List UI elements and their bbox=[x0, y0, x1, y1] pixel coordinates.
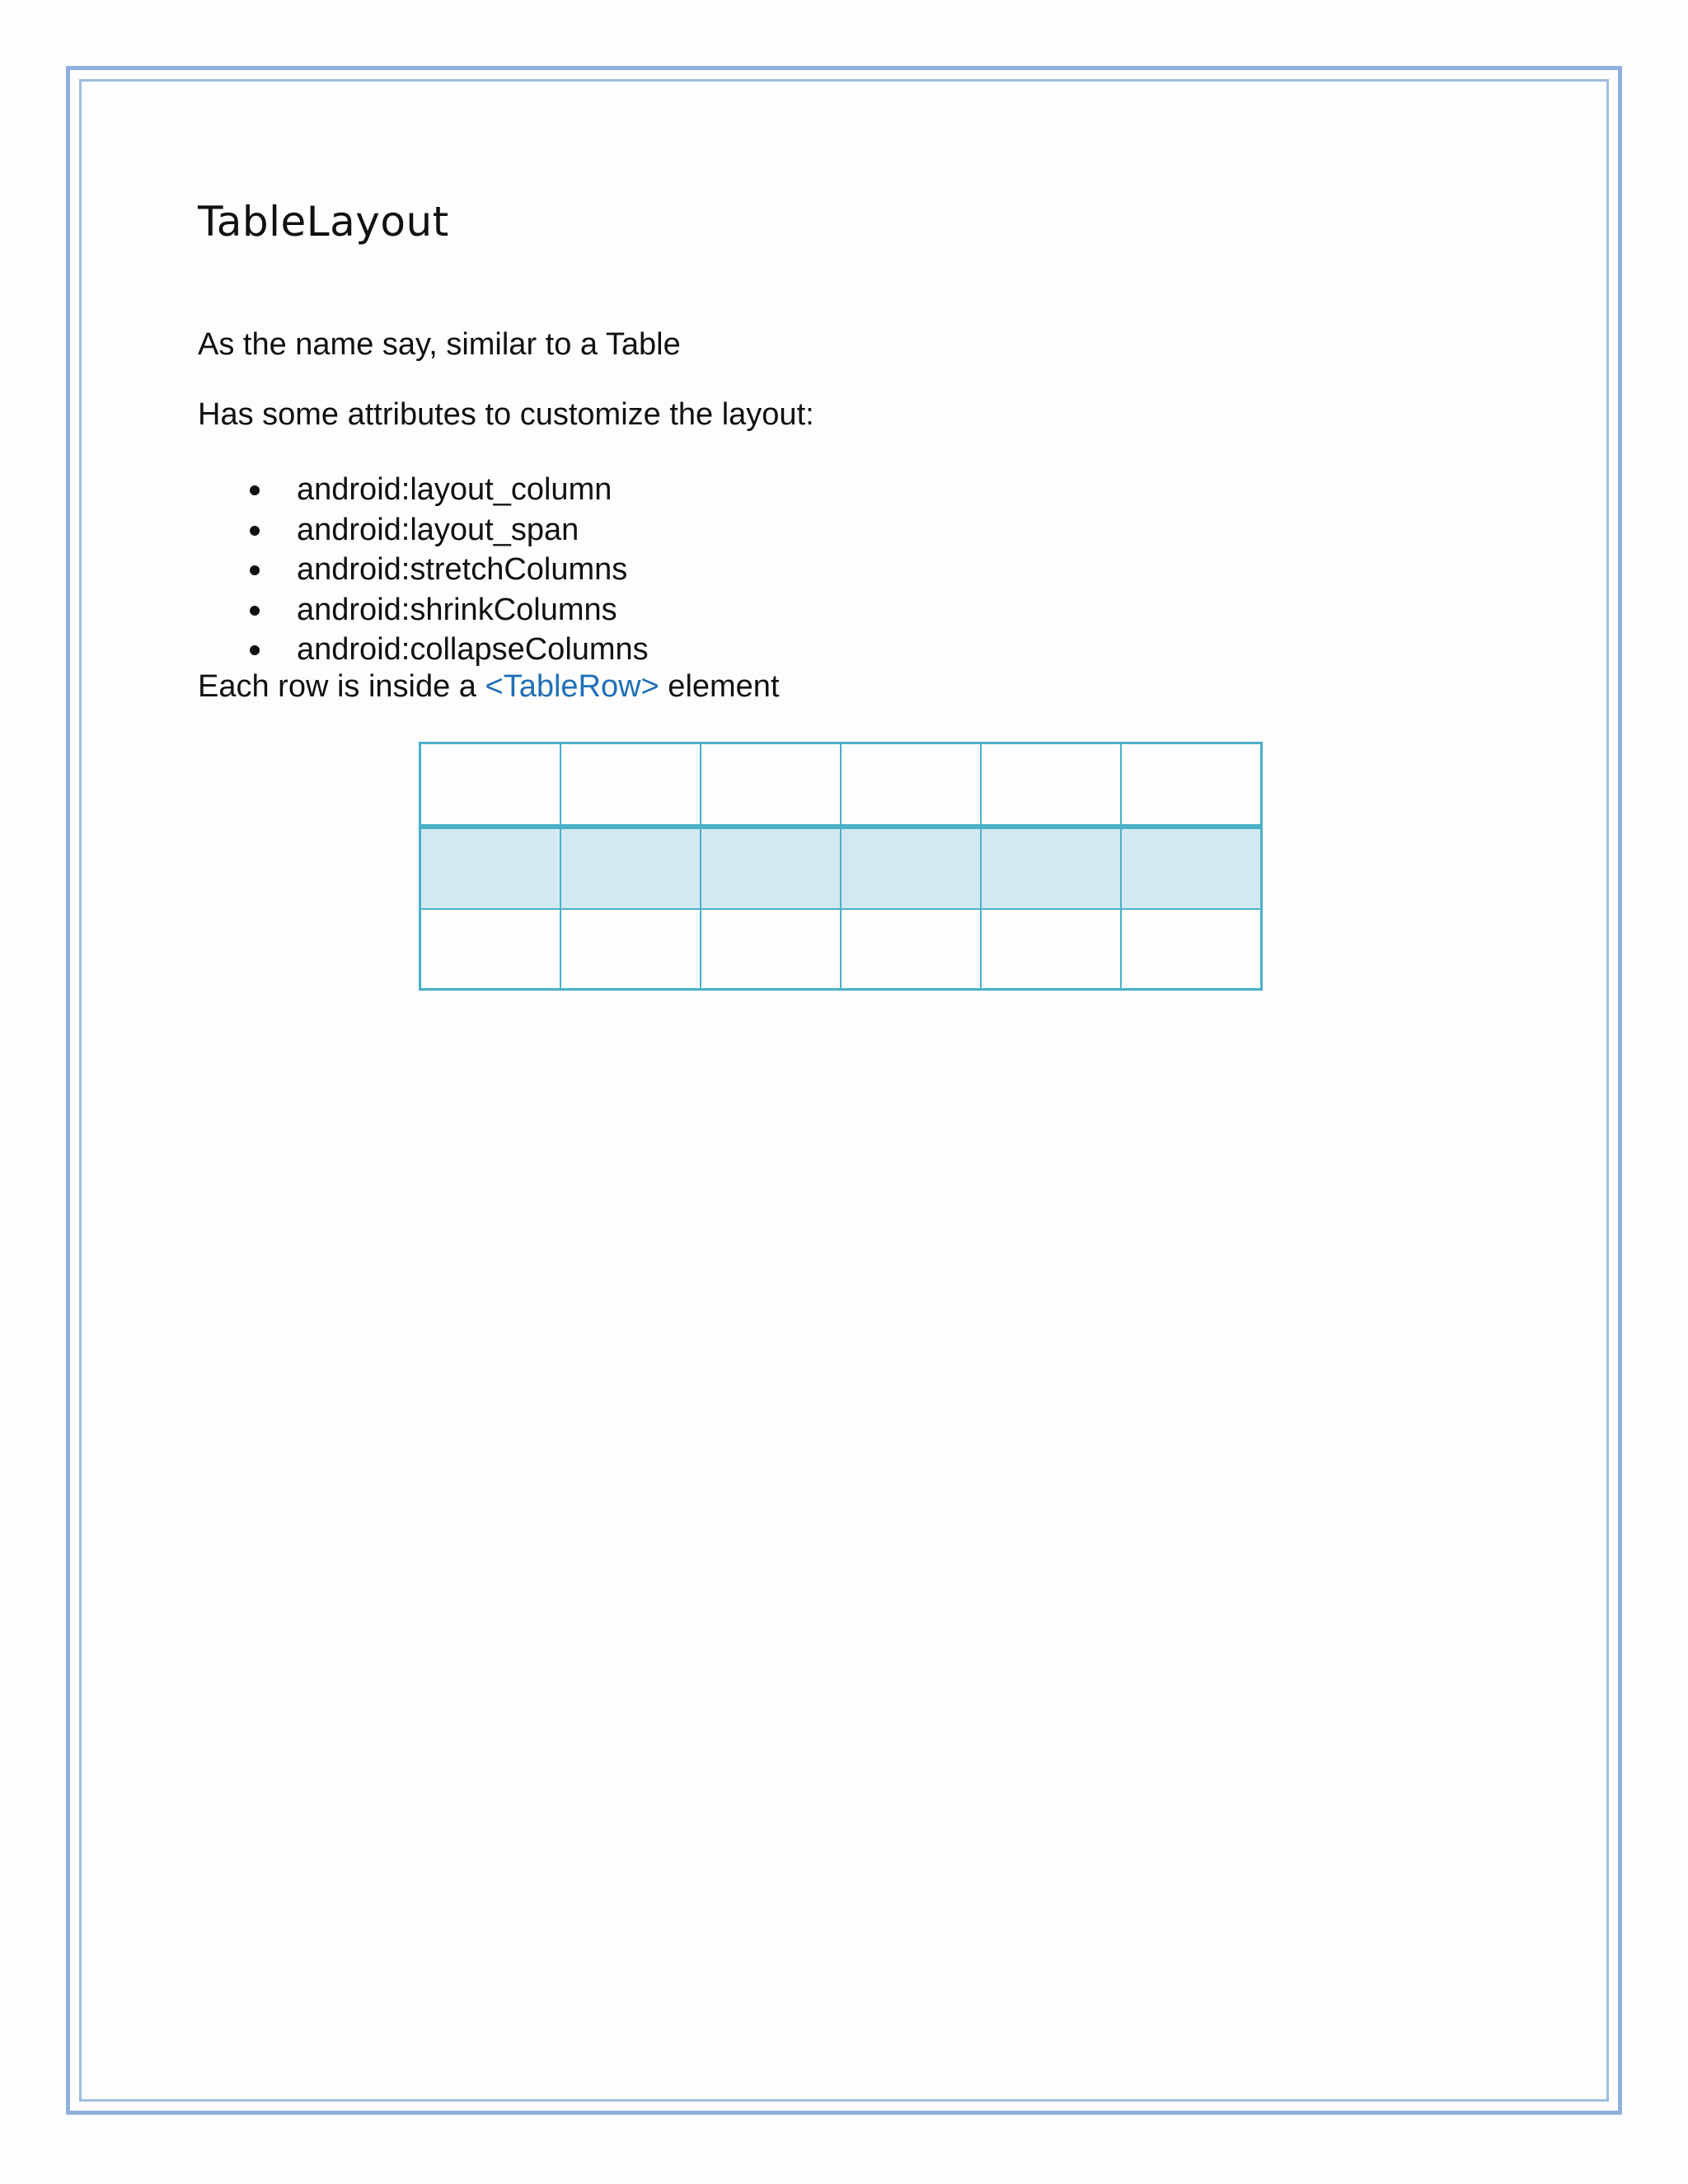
table-row-note-before: Each row is inside a bbox=[198, 669, 485, 704]
table-cell bbox=[561, 744, 701, 824]
list-item-text: android:layout_span bbox=[297, 512, 579, 547]
page-border-inner bbox=[79, 79, 1609, 2102]
table-cell bbox=[561, 910, 701, 988]
table-row-note bbox=[198, 669, 780, 705]
table-row bbox=[421, 908, 1260, 988]
table-illustration bbox=[419, 742, 1263, 991]
table-row-highlighted bbox=[421, 824, 1260, 908]
table-row-note-after: element bbox=[659, 669, 780, 704]
bullet-icon bbox=[250, 645, 260, 655]
table-cell bbox=[842, 910, 982, 988]
table-cell bbox=[421, 829, 561, 908]
attributes-intro-paragraph: Has some attributes to customize the layout: bbox=[198, 397, 814, 432]
page-title: TableLayout bbox=[198, 198, 449, 246]
table-cell bbox=[982, 829, 1122, 908]
list-item-text: android:collapseColumns bbox=[297, 632, 649, 667]
table-cell bbox=[1122, 744, 1260, 824]
table-cell bbox=[1122, 910, 1260, 988]
list-item-text: android:stretchColumns bbox=[297, 552, 628, 587]
bullet-icon bbox=[250, 606, 260, 616]
table-cell bbox=[842, 744, 982, 824]
table-cell bbox=[842, 829, 982, 908]
table-cell bbox=[421, 910, 561, 988]
list-item-text: android:layout_column bbox=[297, 472, 612, 507]
table-row bbox=[421, 744, 1260, 824]
bullet-icon bbox=[250, 526, 260, 536]
table-cell bbox=[982, 910, 1122, 988]
table-cell bbox=[701, 829, 842, 908]
table-cell bbox=[701, 744, 842, 824]
list-item-text: android:shrinkColumns bbox=[297, 592, 617, 627]
table-cell bbox=[1122, 829, 1260, 908]
bullet-icon bbox=[250, 565, 260, 575]
table-cell bbox=[701, 910, 842, 988]
intro-paragraph: As the name say, similar to a Table bbox=[198, 327, 681, 362]
bullet-icon bbox=[250, 485, 260, 495]
table-cell bbox=[982, 744, 1122, 824]
table-cell bbox=[421, 744, 561, 824]
table-cell bbox=[561, 829, 701, 908]
table-row-code: <TableRow> bbox=[485, 669, 659, 704]
